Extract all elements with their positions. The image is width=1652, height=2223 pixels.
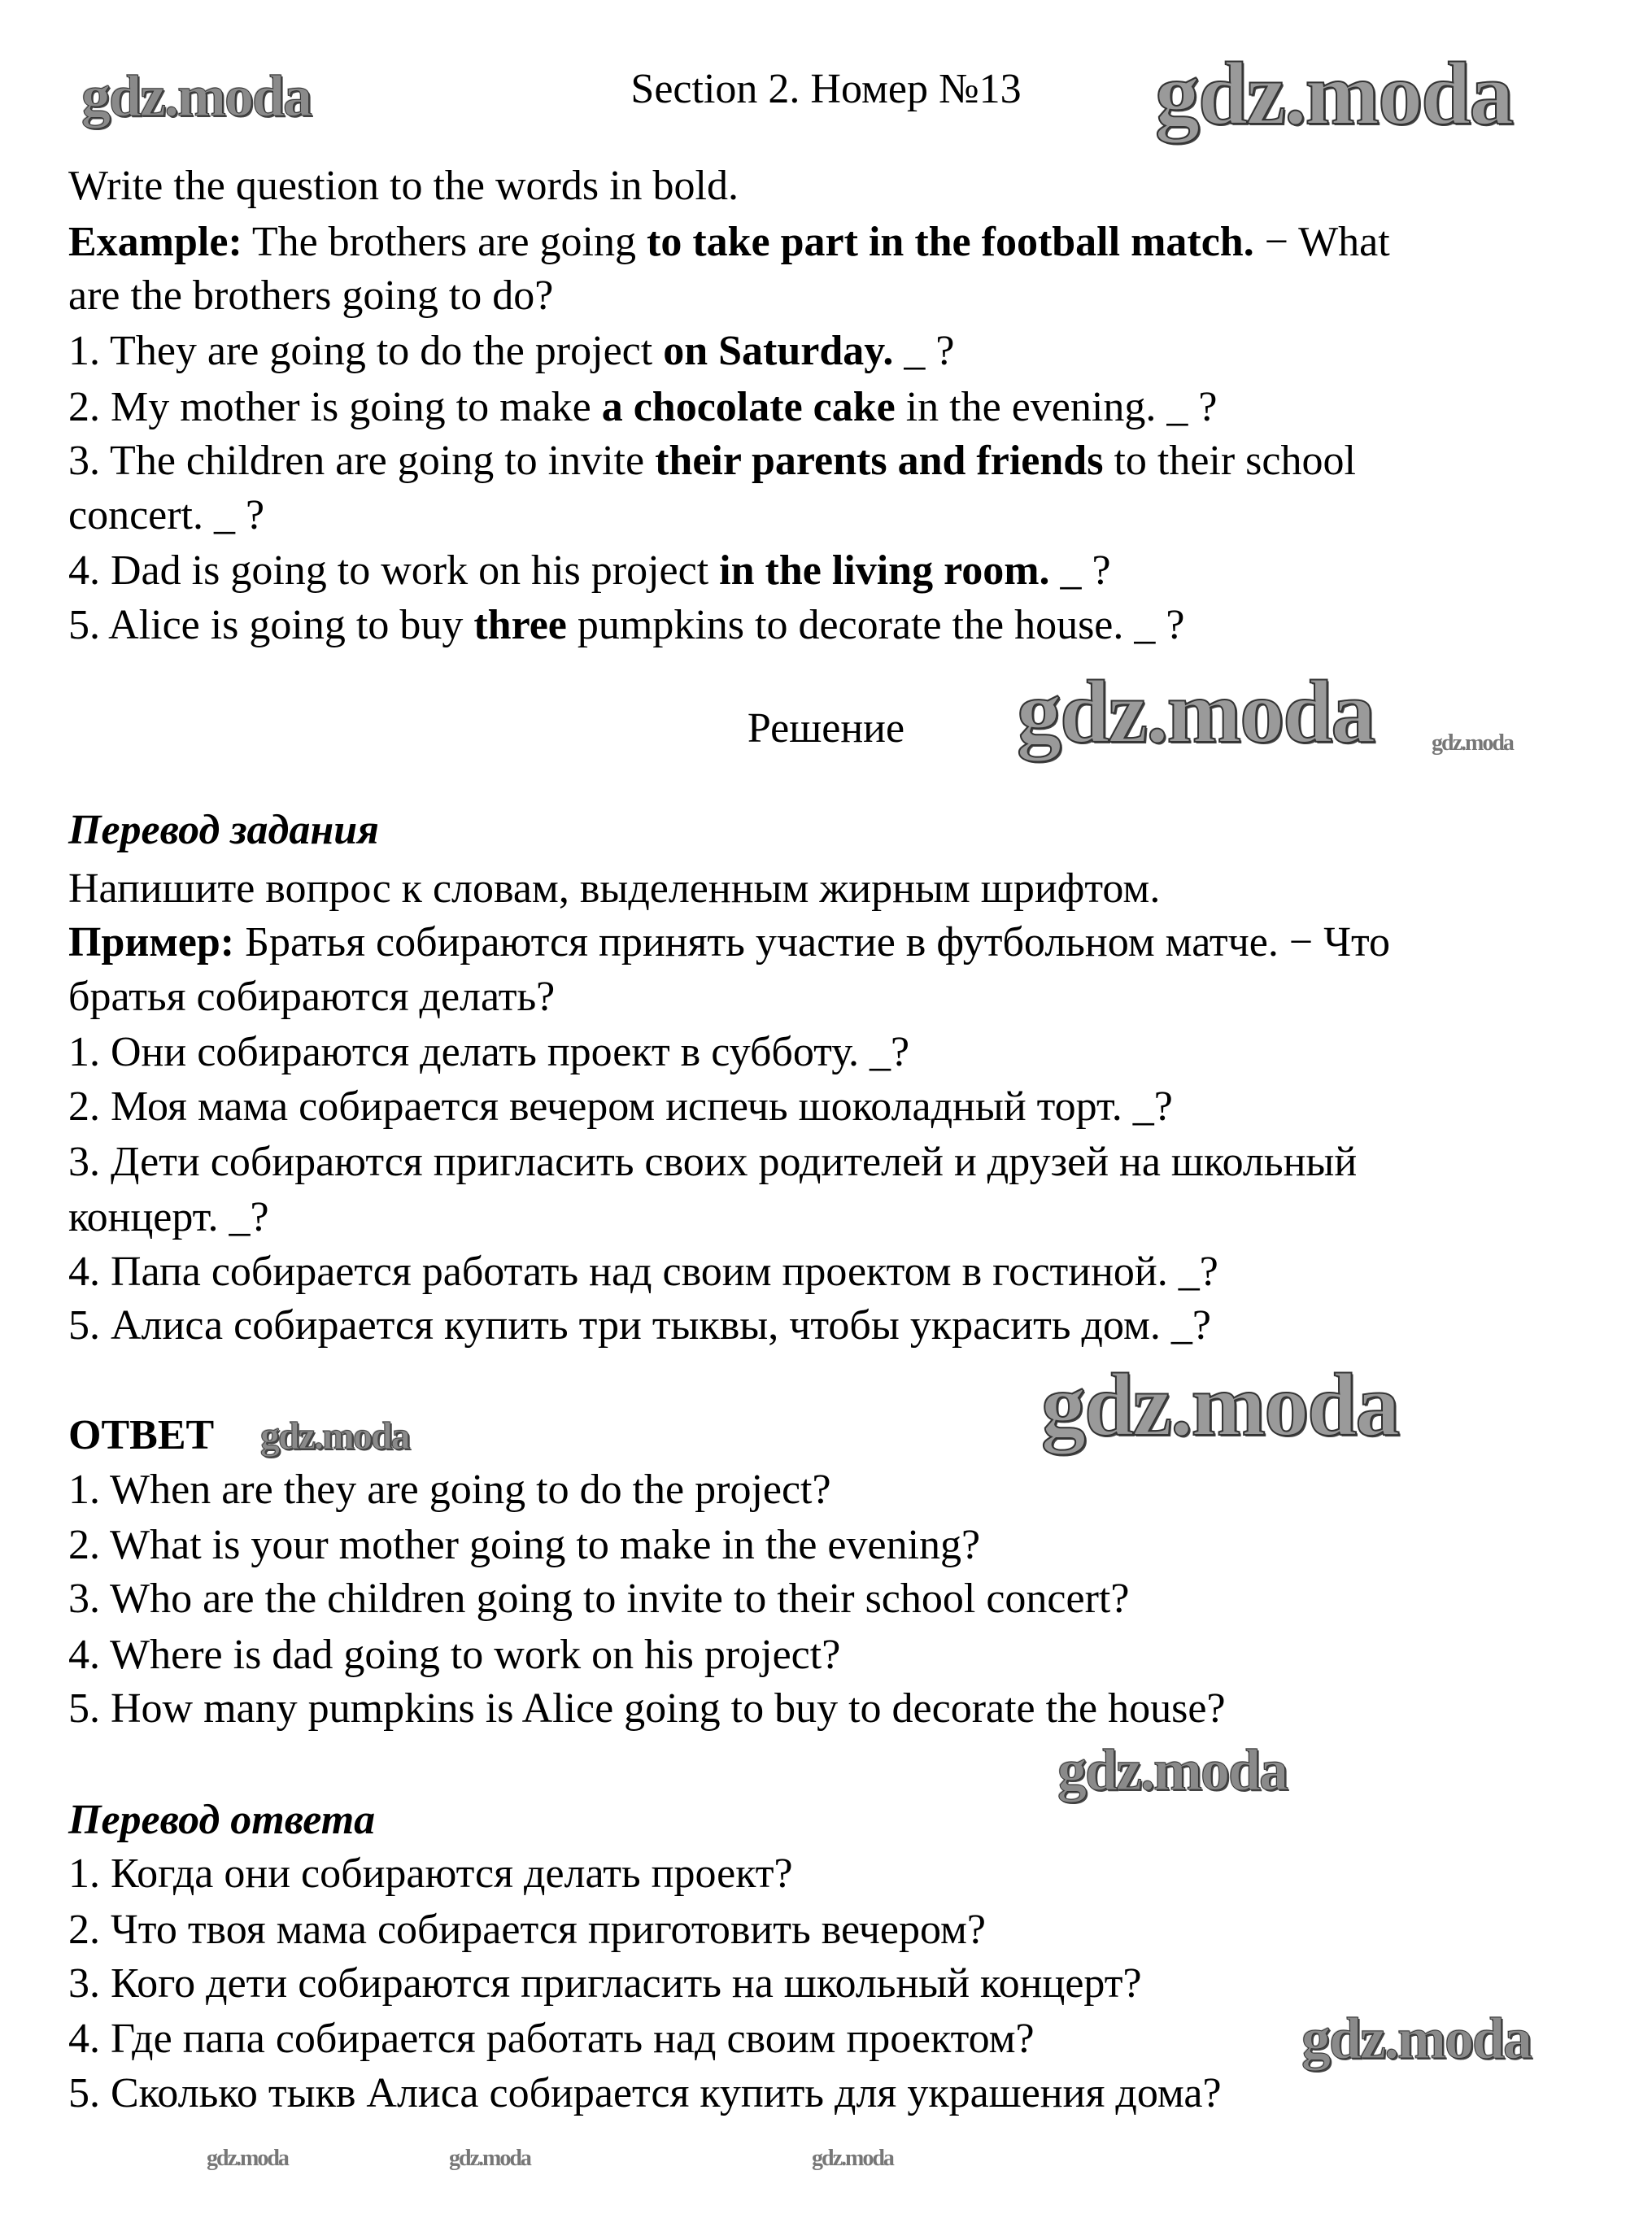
text: 3. Who are the children going to invite to their school concert? (68, 1576, 1130, 1622)
text: 5. Алиса собирается купить три тыквы, чтобы украсить дом. _? (68, 1302, 1211, 1349)
answer-line (68, 1571, 1129, 1627)
text: 2. Что твоя мама собирается приготовить вечером? (68, 1907, 986, 1953)
watermark: gdz.moda (1301, 2006, 1532, 2071)
watermark: gdz.moda (260, 1414, 409, 1458)
bold-text: a chocolate cake (601, 384, 896, 430)
text: − What (1253, 219, 1390, 265)
bold-text: three (473, 602, 567, 648)
bold-text: Example: (68, 219, 242, 265)
bold-text: in the living room. (719, 547, 1050, 594)
text: 4. Where is dad going to work on his project? (68, 1632, 841, 1678)
watermark: gdz.moda (81, 63, 312, 129)
bold-text: on Saturday. (663, 328, 894, 374)
translation-task-line (68, 1025, 909, 1080)
task-line (68, 488, 264, 543)
text: 3. Кого дети собираются пригласить на школьный концерт? (68, 1960, 1142, 2007)
translation-answer-line (68, 1956, 1142, 2012)
answer-heading: ОТВЕТ (68, 1412, 215, 1458)
answer-line (68, 1681, 1226, 1737)
translation-task-line (68, 1079, 1173, 1135)
answer-line (68, 1462, 831, 1518)
bold-text: to take part in the football match. (647, 219, 1254, 265)
text: are the brothers going to do? (68, 272, 554, 319)
translation-answer-heading: Перевод ответа (68, 1797, 376, 1843)
text: 5. How many pumpkins is Alice going to buy to decorate the house? (68, 1685, 1226, 1732)
task-line (68, 598, 1184, 653)
text: The brothers are going (242, 219, 647, 265)
text: 2. What is your mother going to make in the evening? (68, 1522, 981, 1568)
text: 1. Когда они собираются делать проект? (68, 1850, 793, 1897)
watermark: gdz.moda (812, 2146, 893, 2171)
translation-task-line (68, 1190, 269, 1245)
text: 5. Alice is going to buy (68, 602, 474, 648)
text: братья собираются делать? (68, 974, 556, 1020)
text: 1. When are they are going to do the project? (68, 1467, 831, 1513)
text: pumpkins to decorate the house. _ ? (566, 602, 1185, 648)
text: 1. They are going to do the project (68, 328, 664, 374)
translation-task-line (68, 1244, 1218, 1300)
text: 5. Сколько тыкв Алиса собирается купить для украшения дома? (68, 2070, 1222, 2116)
text: _ ? (1049, 547, 1111, 594)
text: 2. Моя мама собирается вечером испечь шоколадный торт. _? (68, 1083, 1173, 1130)
task-line (68, 434, 1356, 489)
task-line (68, 268, 553, 324)
task-line (68, 159, 739, 214)
translation-answer-line (68, 1846, 793, 1902)
translation-task-line (68, 861, 1160, 917)
text: Write the question to the words in bold. (68, 163, 739, 209)
task-line (68, 543, 1111, 599)
text: 4. Dad is going to work on his project (68, 547, 720, 594)
answer-line (68, 1518, 980, 1573)
text: concert. _ ? (68, 492, 265, 538)
bold-text: their parents and friends (655, 438, 1104, 484)
watermark: gdz.moda (449, 2146, 530, 2171)
watermark: gdz.moda (1432, 730, 1513, 756)
bold-text: Пример: (68, 919, 235, 965)
translation-task-line (68, 915, 1390, 970)
text: in the evening. _ ? (895, 384, 1218, 430)
text: 3. Дети собираются пригласить своих родителей и друзей на школьный (68, 1139, 1358, 1185)
text: 2. My mother is going to make (68, 384, 602, 430)
text: _ ? (893, 328, 955, 374)
text: 3. The children are going to invite (68, 438, 656, 484)
page-title: Section 2. Номер №13 (630, 66, 1022, 112)
text: 4. Где папа собирается работать над своим проектом? (68, 2016, 1035, 2062)
answer-line (68, 1628, 840, 1683)
task-line (68, 380, 1217, 435)
watermark: gdz.moda (207, 2146, 288, 2171)
translation-answer-line (68, 2012, 1035, 2067)
watermark: gdz.moda (1155, 44, 1513, 143)
translation-answer-line (68, 1903, 986, 1958)
text: 4. Папа собирается работать над своим проектом в гостиной. _? (68, 1249, 1218, 1295)
translation-task-line (68, 1298, 1211, 1353)
text: концерт. _? (68, 1194, 269, 1240)
task-line (68, 215, 1390, 270)
translation-task-line (68, 1135, 1357, 1190)
translation-answer-line (68, 2066, 1222, 2121)
text: to their school (1103, 438, 1356, 484)
task-line (68, 324, 955, 379)
text: Братья собираются принять участие в футбольном матче. − Что (234, 919, 1391, 965)
text: 1. Они собираются делать проект в субботу. _? (68, 1029, 910, 1075)
translation-task-line (68, 970, 555, 1025)
watermark: gdz.moda (1057, 1737, 1288, 1802)
text: Напишите вопрос к словам, выделенным жирным шрифтом. (68, 865, 1161, 912)
watermark: gdz.moda (1041, 1355, 1399, 1454)
solution-heading: Решение (747, 705, 905, 752)
watermark: gdz.moda (1017, 662, 1375, 761)
translation-task-heading: Перевод задания (68, 807, 379, 853)
